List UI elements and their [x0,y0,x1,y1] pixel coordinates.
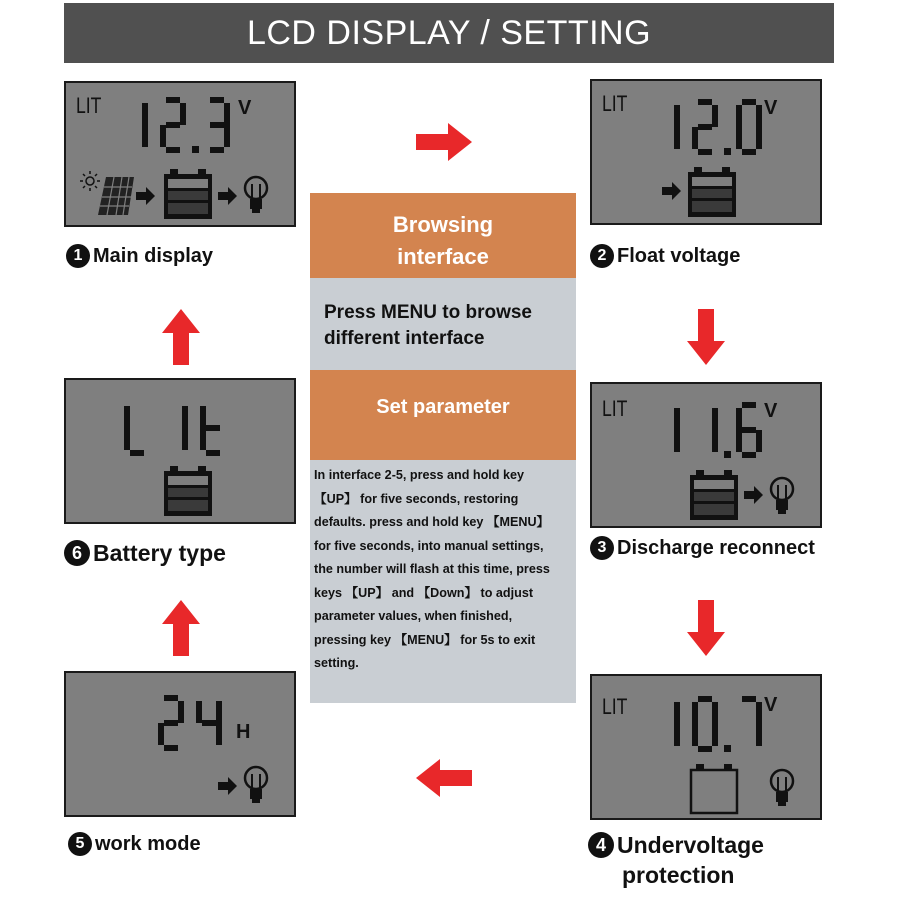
segment-a [698,696,712,702]
battery-icon [162,167,214,221]
segment-b [178,701,184,723]
lcd-digits [120,394,270,464]
segment-d [210,147,224,153]
segment-a [742,696,756,702]
segment-d [698,746,712,752]
segment-d [164,745,178,751]
segment-b [180,103,186,125]
battery-empty-icon [688,762,740,816]
caption-text: Main display [93,245,214,267]
segment-a [166,97,180,103]
segment-d [130,450,144,456]
segment-d [206,450,220,456]
step-number: 1 [66,244,90,268]
arrow-right-icon [744,485,764,505]
segment-c [182,428,188,450]
caption-undervoltage-protection [588,830,764,890]
segment-c [712,430,718,452]
segment-b [674,105,680,127]
lamp-icon [242,175,270,215]
unit-label: V [764,694,778,716]
segment-f [736,105,742,127]
segment-e [736,127,742,149]
caption-main-display [66,244,213,268]
battery-type-label: LIT [602,396,628,421]
step-number: 6 [64,540,90,566]
segment-b [756,105,762,127]
segment-b [142,103,148,125]
lamp-icon [768,768,796,808]
segment-a [698,99,712,105]
segment-g [166,122,180,128]
decimal-point [724,745,731,752]
segment-c [674,430,680,452]
set-parameter-instructions [310,460,576,703]
segment-b [712,408,718,430]
caption-text: Battery type [93,540,226,566]
segment-g [210,122,224,128]
decimal-point [192,146,199,153]
segment-a [742,99,756,105]
arrow-left-icon [416,759,472,797]
arrow-right-icon [136,186,156,206]
battery-icon [162,464,214,518]
segment-e [736,430,742,452]
segment-g [206,425,220,431]
arrow-up-icon [162,600,200,656]
arrow-up-icon [162,309,200,365]
segment-b [712,105,718,127]
segment-c [756,127,762,149]
segment-c [756,430,762,452]
segment-a [210,97,224,103]
segment-g [698,124,712,130]
segment-e [692,724,698,746]
lcd-digits [154,689,304,759]
instructions-panel [310,193,576,703]
segment-f [196,701,202,723]
caption-battery-type [64,540,226,567]
lcd-digits [650,93,800,163]
battery-type-label: LIT [76,93,102,118]
decimal-point [724,451,731,458]
segment-d [742,149,756,155]
segment-e [692,127,698,149]
segment-e [200,428,206,450]
segment-e [124,428,130,450]
decimal-point [724,148,731,155]
segment-a [742,402,756,408]
step-number: 4 [588,832,614,858]
lamp-icon [768,476,796,516]
segment-b [756,702,762,724]
caption-discharge-reconnect [590,536,815,560]
browsing-instructions-text: Press MENU to browse different interface [324,302,532,349]
segment-c [142,125,148,147]
segment-e [158,723,164,745]
battery-icon [688,468,740,522]
set-parameter-header [310,370,576,460]
segment-b [224,103,230,125]
lcd-main-display [64,81,296,227]
segment-f [200,406,206,428]
page-title: LCD DISPLAY / SETTING [64,3,834,63]
segment-g [742,427,756,433]
set-parameter-text: In interface 2-5, press and hold key 【UP】 for five seconds, restoring defaults. press and hold key 【MENU】 for five seconds, into manual settings, the number will flash at this time, press keys 【UP】 and 【Down】 to adjust parameter values, when finished, pressing key 【MENU】 for 5s to exit setting. [314,468,550,670]
battery-type-label: LIT [602,91,628,116]
step-number: 3 [590,536,614,560]
lcd-digits [650,690,800,760]
lcd-work-mode [64,671,296,817]
lcd-float-voltage [590,79,822,225]
segment-c [712,724,718,746]
browsing-interface-label: Browsing interface [392,212,494,269]
battery-icon [686,165,738,219]
arrow-right-icon [218,186,238,206]
segment-f [736,408,742,430]
arrow-right-icon [662,181,682,201]
arrow-right-icon [218,776,238,796]
lamp-icon [242,765,270,805]
solar-panel-icon [80,169,136,219]
segment-c [674,724,680,746]
segment-b [712,702,718,724]
segment-c [756,724,762,746]
arrow-down-icon [687,309,725,365]
set-parameter-label: Set parameter [376,396,510,418]
unit-label: V [238,97,252,119]
segment-d [742,452,756,458]
caption-text: Discharge reconnect [617,537,815,559]
unit-label: V [764,400,778,422]
step-number: 5 [68,832,92,856]
segment-e [160,125,166,147]
lcd-undervoltage-protection [590,674,822,820]
browsing-interface-header [310,193,576,278]
segment-b [182,406,188,428]
lcd-battery-type [64,378,296,524]
arrow-down-icon [687,600,725,656]
lcd-digits [650,396,800,466]
segment-g [202,720,216,726]
step-number: 2 [590,244,614,268]
segment-f [692,702,698,724]
arrow-right-icon [416,123,472,161]
segment-c [674,127,680,149]
segment-f [124,406,130,428]
segment-b [216,701,222,723]
unit-label: H [236,721,251,743]
caption-text-line2: protection [622,862,735,888]
segment-b [674,702,680,724]
segment-g [164,720,178,726]
caption-work-mode [68,832,201,856]
caption-text: Float voltage [617,245,741,267]
browsing-instructions [310,278,576,370]
unit-label: V [764,97,778,119]
battery-type-label: LIT [602,694,628,719]
caption-text-line1: Undervoltage [617,832,764,858]
lcd-discharge-reconnect [590,382,822,528]
segment-b [674,408,680,430]
caption-text: work mode [95,833,201,855]
caption-float-voltage [590,244,740,268]
segment-d [166,147,180,153]
segment-c [224,125,230,147]
segment-a [164,695,178,701]
segment-d [698,149,712,155]
segment-c [216,723,222,745]
